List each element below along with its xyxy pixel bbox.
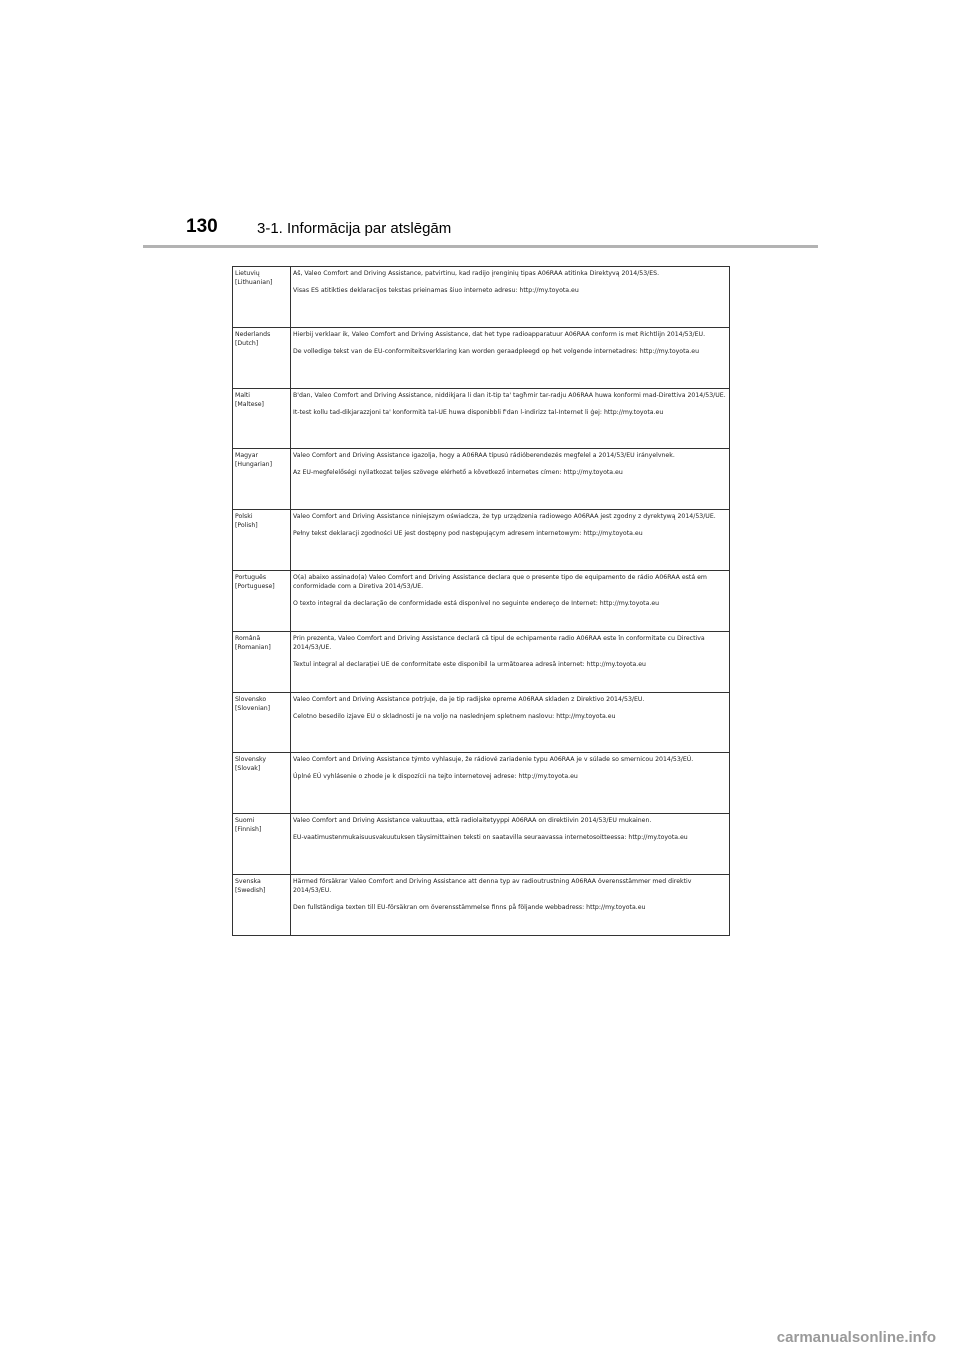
table-row <box>233 449 730 510</box>
language-name: Português <box>235 573 267 581</box>
language-cell <box>233 327 291 388</box>
table-row <box>233 814 730 875</box>
language-name: Nederlands <box>235 330 271 338</box>
full-text-availability: Pełny tekst deklaracji zgodności UE jest dostępny pod następującym adresem internetowym: http://my.toyota.eu <box>293 530 643 538</box>
table-row <box>233 267 730 328</box>
declaration-cell <box>291 388 730 449</box>
conformity-statement: Valeo Comfort and Driving Assistance potrjuje, da je tip radijske opreme A06RAA skladen z Direktivo 2014/53/EU. <box>293 695 645 703</box>
full-text-availability: De volledige tekst van de EU-conformiteitsverklaring kan worden geraadpleegd op het volgende internetadres: http://my.toyota.eu <box>293 347 699 355</box>
conformity-statement: Valeo Comfort and Driving Assistance niniejszym oświadcza, że typ urządzenia radiowego A06RAA jest zgodny z dyrektywą 2014/53/UE. <box>293 513 716 521</box>
full-text-availability: Textul integral al declarației UE de conformitate este disponibil la următoarea adresă internet: http://my.toyota.eu <box>293 660 646 668</box>
language-name: Slovensko <box>235 695 267 703</box>
language-cell <box>233 388 291 449</box>
table-row <box>233 692 730 753</box>
full-text-availability: Den fullständiga texten till EU-försäkran om överensstämmelse finns på följande webbadress: http://my.toyota.eu <box>293 903 646 911</box>
conformity-statement: O(a) abaixo assinado(a) Valeo Comfort and Driving Assistance declara que o presente tipo de equipamento de rádio A06RAA está em conformidade com a Diretiva 2014/53/UE. <box>293 573 707 590</box>
table-row <box>233 753 730 814</box>
language-english-name: [Romanian] <box>235 643 271 651</box>
language-english-name: [Slovak] <box>235 765 261 773</box>
full-text-availability: Az EU-megfelelőségi nyilatkozat teljes szövege elérhető a következő internetes címen: http://my.toyota.eu <box>293 469 623 477</box>
language-name: Română <box>235 634 261 642</box>
table-row <box>233 570 730 631</box>
language-name: Malti <box>235 391 250 399</box>
conformity-statement: B'dan, Valeo Comfort and Driving Assistance, niddikjara li dan it-tip ta' tagħmir tar-radju A06RAA huwa konformi mad-Direttiva 2014/53/UE. <box>293 391 726 399</box>
declaration-cell <box>291 267 730 328</box>
language-name: Polski <box>235 513 253 521</box>
footer-watermark: carmanualsonline.info <box>776 1329 936 1346</box>
declaration-cell <box>291 753 730 814</box>
language-cell <box>233 692 291 753</box>
language-cell <box>233 449 291 510</box>
declaration-cell <box>291 631 730 692</box>
language-cell <box>233 874 291 935</box>
language-english-name: [Portuguese] <box>235 582 275 590</box>
full-text-availability: Celotno besedilo izjave EU o skladnosti je na voljo na naslednjem spletnem naslovu: http://my.toyota.eu <box>293 712 616 720</box>
declaration-table-body <box>233 267 730 936</box>
table-row <box>233 874 730 935</box>
language-name: Magyar <box>235 452 259 460</box>
table-row <box>233 510 730 571</box>
language-english-name: [Swedish] <box>235 886 266 894</box>
header-divider <box>143 245 818 248</box>
language-cell <box>233 753 291 814</box>
language-name: Suomi <box>235 817 255 825</box>
declaration-cell <box>291 874 730 935</box>
conformity-statement: Valeo Comfort and Driving Assistance vakuuttaa, että radiolaitetyyppi A06RAA on direktiivin 2014/53/EU mukainen. <box>293 817 652 825</box>
language-english-name: [Lithuanian] <box>235 279 273 286</box>
section-title: 3-1. Informācija par atslēgām <box>257 220 452 237</box>
declaration-cell <box>291 327 730 388</box>
declaration-cell <box>291 570 730 631</box>
page-number: 130 <box>186 216 218 237</box>
conformity-statement: Valeo Comfort and Driving Assistance igazolja, hogy a A06RAA típusú rádióberendezés megfelel a 2014/53/EU irányelvnek. <box>293 452 675 460</box>
declaration-cell <box>291 692 730 753</box>
language-english-name: [Slovenian] <box>235 704 271 712</box>
full-text-availability: Úplné EÚ vyhlásenie o zhode je k dispozícii na tejto internetovej adrese: http://my.toyota.eu <box>293 773 578 781</box>
language-english-name: [Hungarian] <box>235 461 273 469</box>
language-name: Lietuvių <box>235 270 260 277</box>
conformity-statement: Härmed försäkrar Valeo Comfort and Driving Assistance att denna typ av radioutrustning A06RAA överensstämmer med direktiv 2014/53/EU. <box>293 877 692 894</box>
declaration-cell <box>291 510 730 571</box>
language-english-name: [Finnish] <box>235 826 262 834</box>
full-text-availability: O texto integral da declaração de conformidade está disponível no seguinte endereço de Internet: http://my.toyota.eu <box>293 599 660 607</box>
declaration-cell <box>291 814 730 875</box>
conformity-statement: Prin prezenta, Valeo Comfort and Driving Assistance declară că tipul de echipamente radio A06RAA este în conformitate cu Directiva 2014/53/UE. <box>293 634 705 651</box>
table-row <box>233 388 730 449</box>
declaration-cell <box>291 449 730 510</box>
conformity-statement: Aš, Valeo Comfort and Driving Assistance, patvirtinu, kad radijo įrenginių tipas A06RAA atitinka Direktyvą 2014/53/ES. <box>293 270 660 277</box>
language-cell <box>233 510 291 571</box>
language-cell <box>233 570 291 631</box>
full-text-availability: Visas ES atitikties deklaracijos tekstas prieinamas šiuo interneto adresu: http://my.toyota.eu <box>293 287 579 294</box>
conformity-statement: Hierbij verklaar ik, Valeo Comfort and Driving Assistance, dat het type radioapparatuur A06RAA conform is met Richtlijn 2014/53/EU. <box>293 330 706 338</box>
language-english-name: [Maltese] <box>235 400 264 408</box>
full-text-availability: EU-vaatimustenmukaisuusvakuutuksen täysimittainen teksti on saatavilla seuraavassa internetosoitteessa: http://my.toyota.eu <box>293 834 688 842</box>
language-cell <box>233 814 291 875</box>
table-row <box>233 631 730 692</box>
language-name: Svenska <box>235 877 261 885</box>
table-row <box>233 327 730 388</box>
language-english-name: [Polish] <box>235 522 258 530</box>
declaration-table <box>232 266 730 936</box>
language-cell <box>233 267 291 328</box>
full-text-availability: It-test kollu tad-dikjarazzjoni ta' konformità tal-UE huwa disponibbli f'dan l-indirizz tal-Internet li ġej: http://my.toyota.eu <box>293 408 664 416</box>
language-cell <box>233 631 291 692</box>
language-english-name: [Dutch] <box>235 339 259 347</box>
conformity-statement: Valeo Comfort and Driving Assistance týmto vyhlasuje, že rádiové zariadenie typu A06RAA je v súlade so smernicou 2014/53/EÚ. <box>293 756 694 764</box>
language-name: Slovensky <box>235 756 267 764</box>
